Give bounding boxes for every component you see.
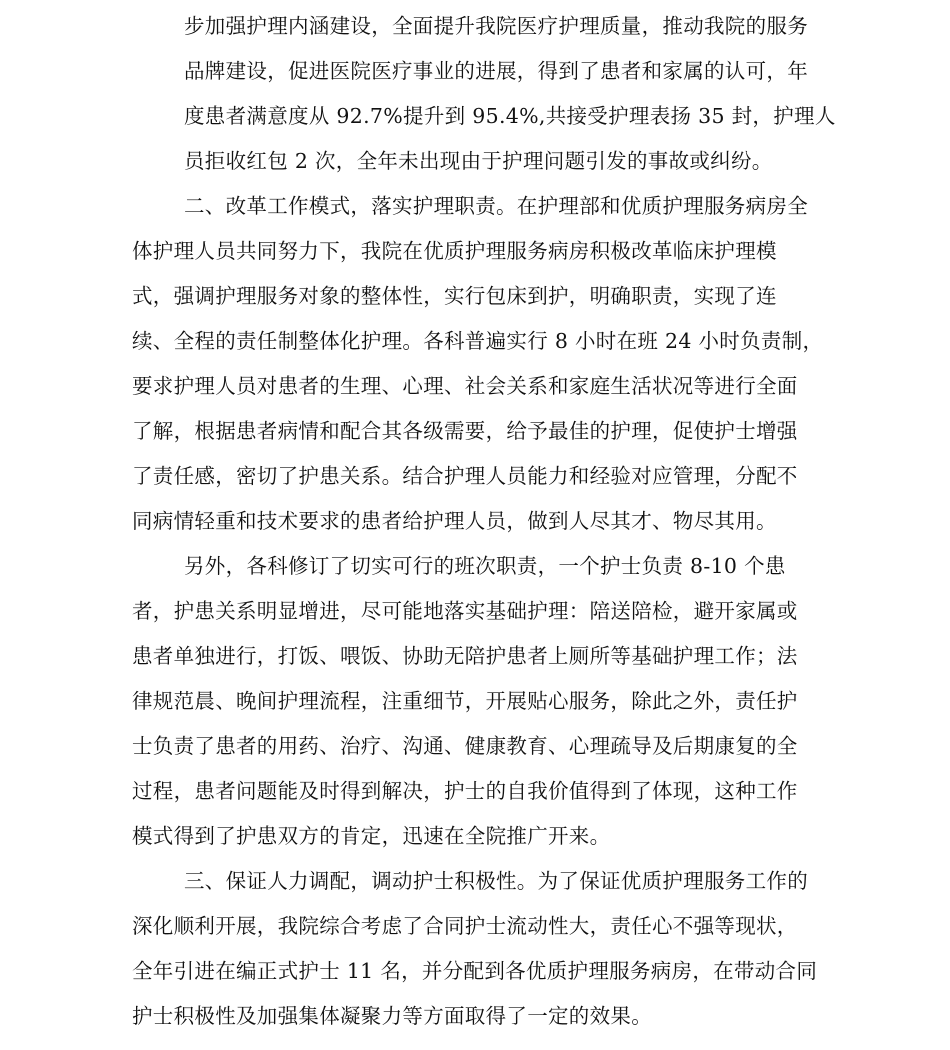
text-line: 同病情轻重和技术要求的患者给护理人员，做到人尽其才、物尽其用。 [132,509,777,533]
text-line: 品牌建设，促进医院医疗事业的进展，得到了患者和家属的认可，年 [184,59,808,83]
text-line: 了责任感，密切了护患关系。结合护理人员能力和经验对应管理，分配不 [132,464,798,488]
text-line: 了解，根据患者病情和配合其各级需要，给予最佳的护理，促使护士增强 [132,419,798,443]
text-line: 者，护患关系明显增进，尽可能地落实基础护理：陪送陪检，避开家属或 [132,599,798,623]
paragraph-first-line: 三、保证人力调配，调动护士积极性。为了保证优质护理服务工作的 [184,869,808,893]
paragraph-first-line: 二、改革工作模式，落实护理职责。在护理部和优质护理服务病房全 [184,194,808,218]
text-line: 续、全程的责任制整体化护理。各科普遍实行 8 小时在班 24 小时负责制， [132,329,824,353]
text-line: 过程，患者问题能及时得到解决，护士的自我价值得到了体现，这种工作 [132,779,798,803]
text-line: 度患者满意度从 92.7%提升到 95.4%,共接受护理表扬 35 封，护理人 [184,104,836,128]
text-line: 律规范晨、晚间护理流程，注重细节，开展贴心服务，除此之外，责任护 [132,689,798,713]
paragraph-first-line: 另外，各科修订了切实可行的班次职责，一个护士负责 8-10 个患 [184,554,786,578]
text-line: 士负责了患者的用药、治疗、沟通、健康教育、心理疏导及后期康复的全 [132,734,798,758]
text-line: 模式得到了护患双方的肯定，迅速在全院推广开来。 [132,824,611,848]
text-line: 护士积极性及加强集体凝聚力等方面取得了一定的效果。 [132,1004,652,1028]
text-line: 全年引进在编正式护士 11 名，并分配到各优质护理服务病房，在带动合同 [132,959,818,983]
text-line: 患者单独进行，打饭、喂饭、协助无陪护患者上厕所等基础护理工作；法 [132,644,798,668]
text-line: 深化顺利开展，我院综合考虑了合同护士流动性大，责任心不强等现状， [132,914,798,938]
text-line: 式，强调护理服务对象的整体性，实行包床到护，明确职责，实现了连 [132,284,777,308]
text-line: 步加强护理内涵建设，全面提升我院医疗护理质量，推动我院的服务 [184,14,808,38]
text-line: 员拒收红包 2 次，全年未出现由于护理问题引发的事故或纠纷。 [184,149,773,173]
text-line: 体护理人员共同努力下，我院在优质护理服务病房积极改革临床护理模 [132,239,777,263]
text-line: 要求护理人员对患者的生理、心理、社会关系和家庭生活状况等进行全面 [132,374,798,398]
